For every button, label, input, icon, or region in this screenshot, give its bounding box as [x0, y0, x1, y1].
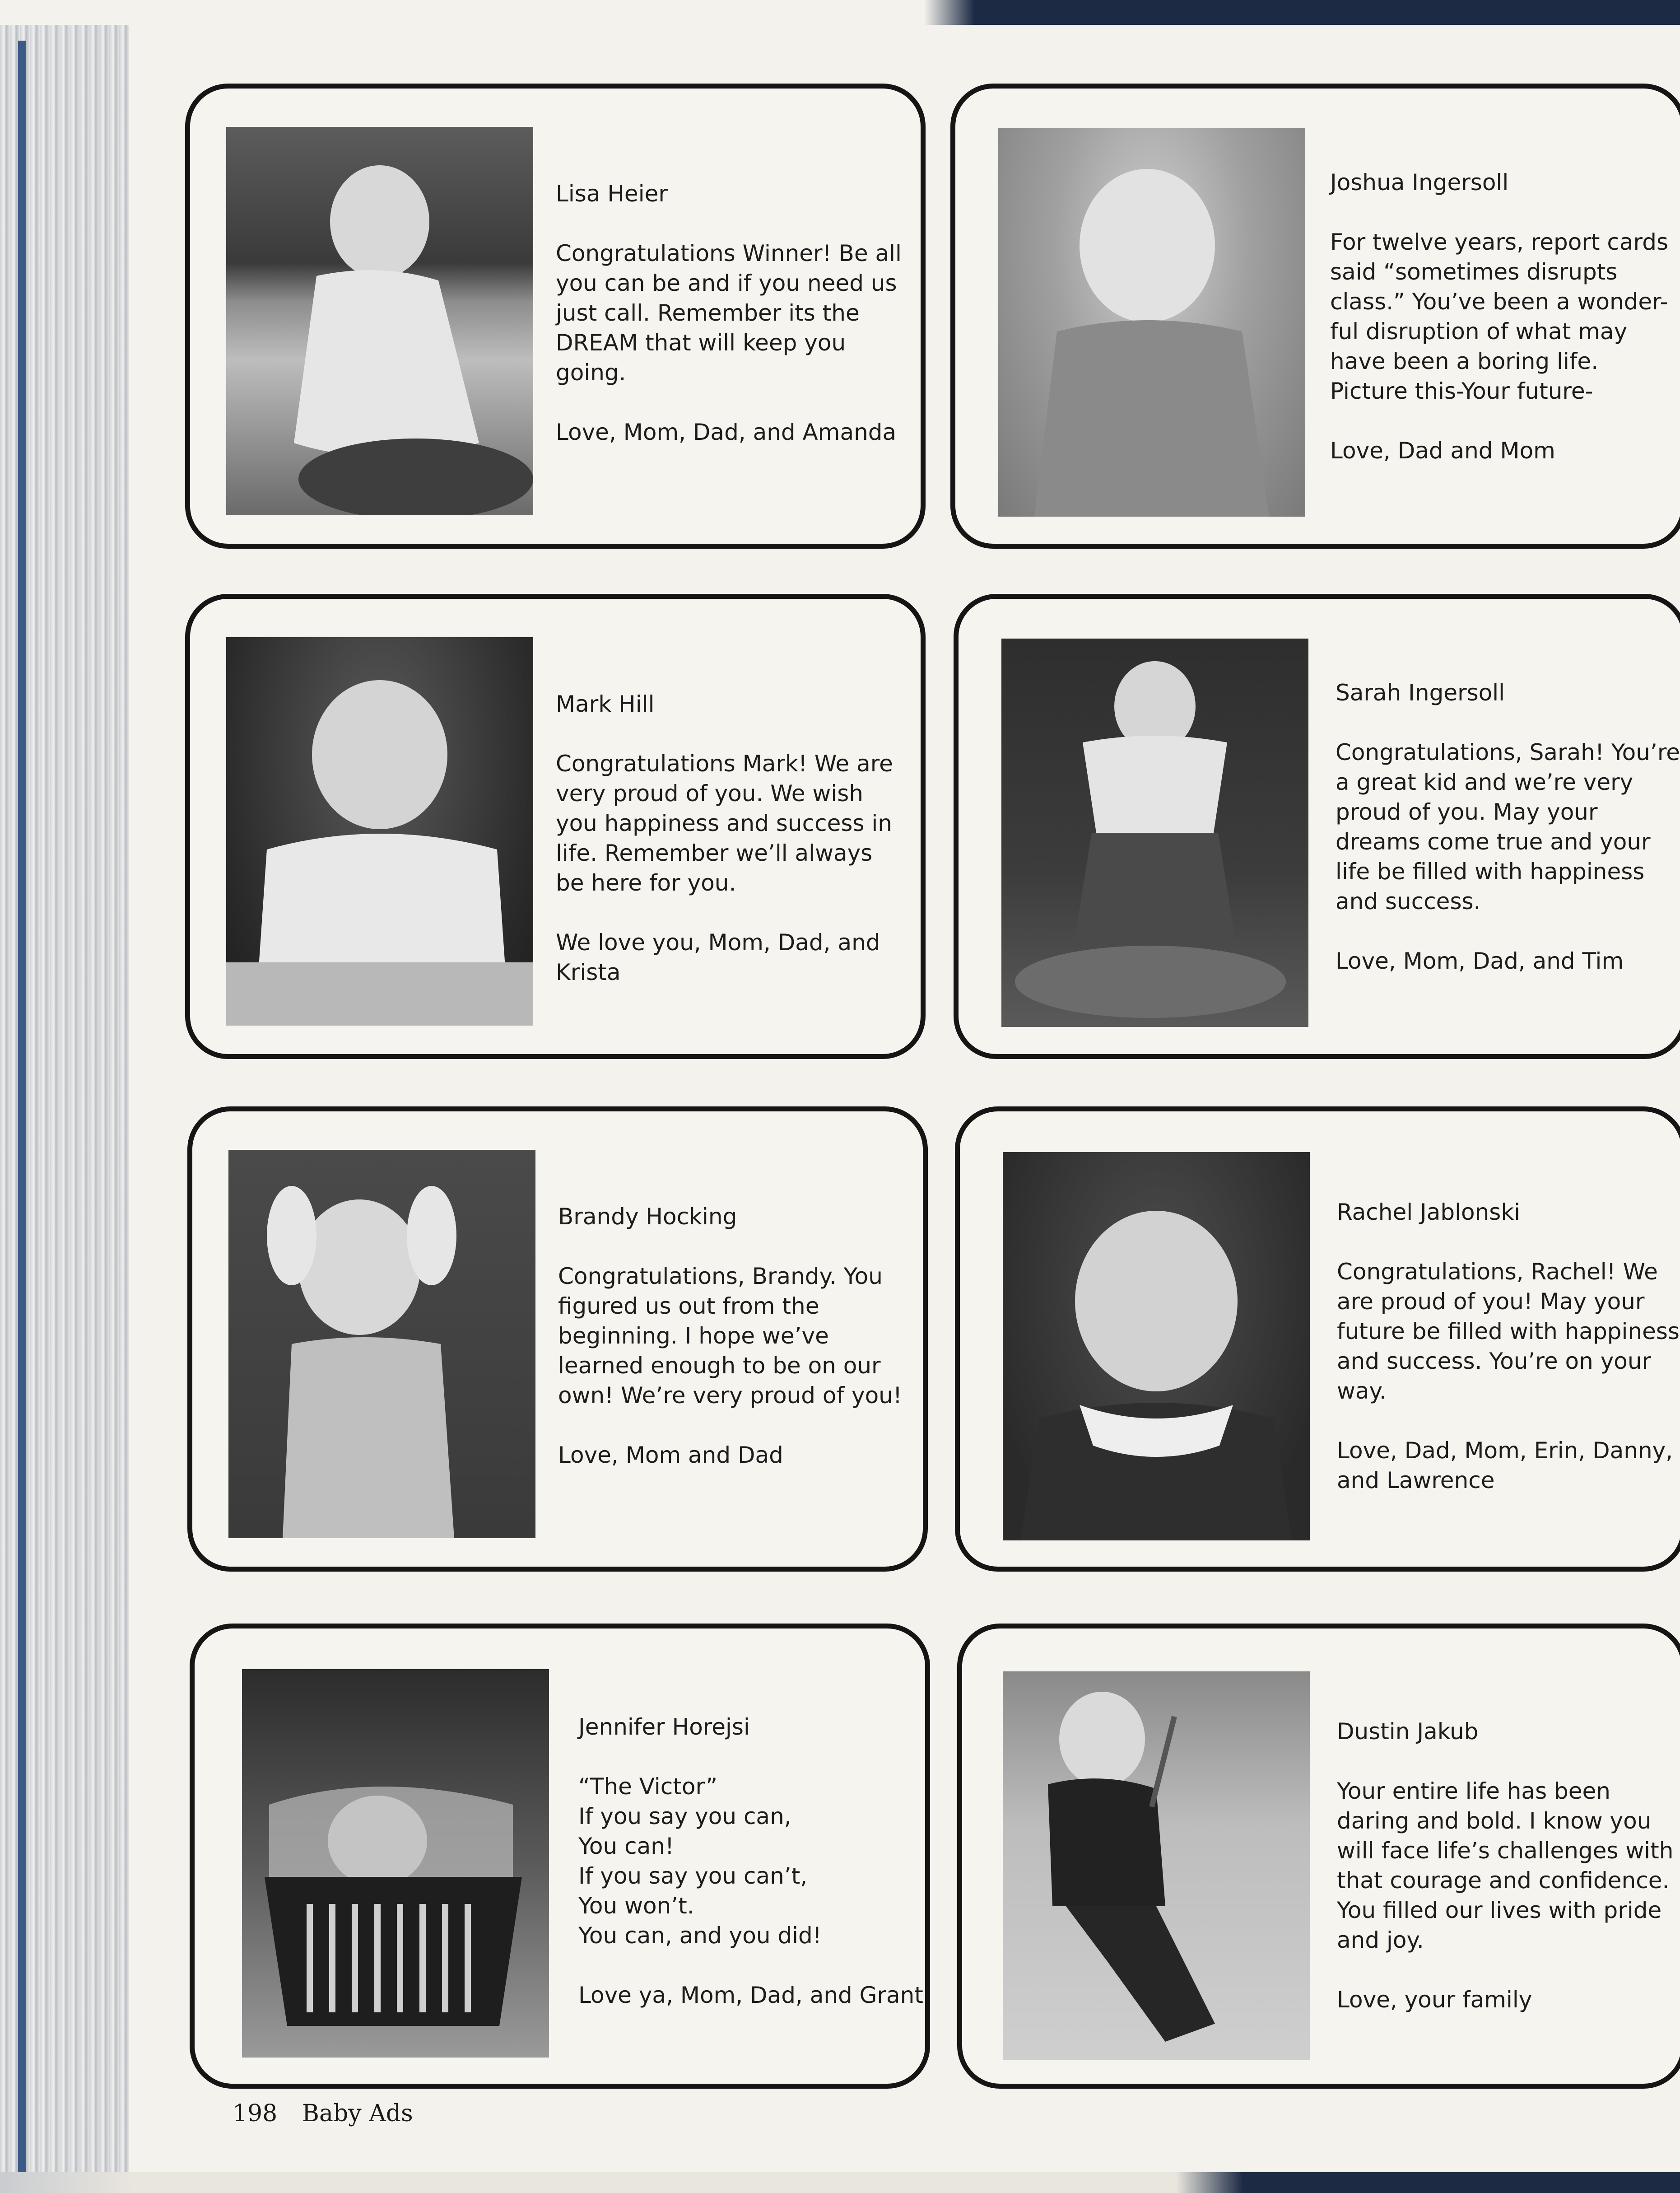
toddler-sailor-illustration [226, 637, 533, 1026]
baby-ad-card [185, 84, 926, 549]
baby-ad-card [185, 594, 926, 1059]
page-number: 198 [233, 2100, 278, 2127]
child-name: Sarah Ingersoll [1336, 680, 1505, 706]
baby-photo [226, 127, 533, 515]
ad-message: Congratulations, Brandy. You figured us out from the beginning. I hope we’ve learned enough to be on our own! We’re very proud of you! [558, 1263, 902, 1409]
section-title: Baby Ads [302, 2100, 413, 2127]
baby-photo [998, 128, 1305, 517]
ad-signature: Love, Mom, Dad, and Tim [1336, 948, 1624, 974]
baby-ad-card [950, 84, 1680, 549]
child-name: Brandy Hocking [558, 1204, 737, 1230]
baby-photo [1001, 639, 1308, 1027]
baby-ad-card [955, 1106, 1680, 1572]
baby-photo [1003, 1671, 1310, 2060]
ad-message: Congratulations, Rachel! We are proud of you! May your future be filled with happiness and success. You’re on your way. [1337, 1259, 1680, 1404]
ad-message: “The Victor” If you say you can, You can! If you say you can’t, You won’t. You can, and you did! [578, 1773, 822, 1949]
ad-signature: Love, Dad, Mom, Erin, Danny, and Lawrence [1337, 1437, 1673, 1493]
ad-signature: Love ya, Mom, Dad, and Grant [578, 1982, 923, 2008]
child-name: Rachel Jablonski [1337, 1199, 1521, 1225]
child-name: Lisa Heier [556, 181, 668, 207]
ad-signature: We love you, Mom, Dad, and Krista [556, 929, 880, 985]
child-name: Dustin Jakub [1337, 1718, 1479, 1745]
toddler-sitting-illustration [226, 127, 533, 515]
ad-message: Your entire life has been daring and bold. I know you will face life’s challenges with that courage and confidence. You filled our lives with pride and joy. [1337, 1778, 1674, 1953]
baby-photo [226, 637, 533, 1026]
ad-signature: Love, your family [1337, 1987, 1532, 2013]
child-name: Mark Hill [556, 691, 655, 717]
book-spine-edge [18, 41, 26, 2172]
baby-photo [1003, 1152, 1310, 1540]
toddler-standing-illustration [1001, 639, 1308, 1027]
top-edge-shadow [0, 0, 1680, 25]
baby-in-basket-illustration [242, 1669, 549, 2058]
ad-message: Congratulations Mark! We are very proud of you. We wish you happiness and success in life. Remember we’ll always be here for you. [556, 751, 893, 896]
child-name: Jennifer Horejsi [578, 1714, 750, 1740]
ad-message: Congratulations Winner! Be all you can be and if you need us just call. Remember its the DREAM that will keep you going. [556, 240, 902, 386]
baby-ad-card [957, 1624, 1680, 2089]
baby-illustration [998, 128, 1305, 517]
baby-ad-card [954, 594, 1680, 1059]
bottom-edge-shadow [0, 2172, 1680, 2193]
baby-photo [228, 1150, 535, 1538]
toddler-sitting-outdoors-illustration [1003, 1671, 1310, 2060]
ad-message: Congratulations, Sarah! You’re a great kid and we’re very proud of you. May your dreams come true and your life be filled with happiness and success. [1336, 739, 1680, 915]
baby-ad-card [190, 1624, 930, 2089]
page-footer [233, 2100, 430, 2127]
ad-signature: Love, Mom, Dad, and Amanda [556, 419, 897, 445]
toddler-portrait-illustration [1003, 1152, 1310, 1540]
baby-photo [242, 1669, 549, 2058]
ad-message: For twelve years, report cards said “sometimes disrupts class.” You’ve been a wonder-ful disruption of what may have been a boring life. Picture this-Your future- [1330, 229, 1668, 404]
ad-signature: Love, Dad and Mom [1330, 438, 1555, 464]
baby-ad-card [187, 1106, 928, 1572]
ad-signature: Love, Mom and Dad [558, 1442, 783, 1468]
toddler-pigtails-illustration [228, 1150, 535, 1538]
child-name: Joshua Ingersoll [1330, 169, 1509, 196]
